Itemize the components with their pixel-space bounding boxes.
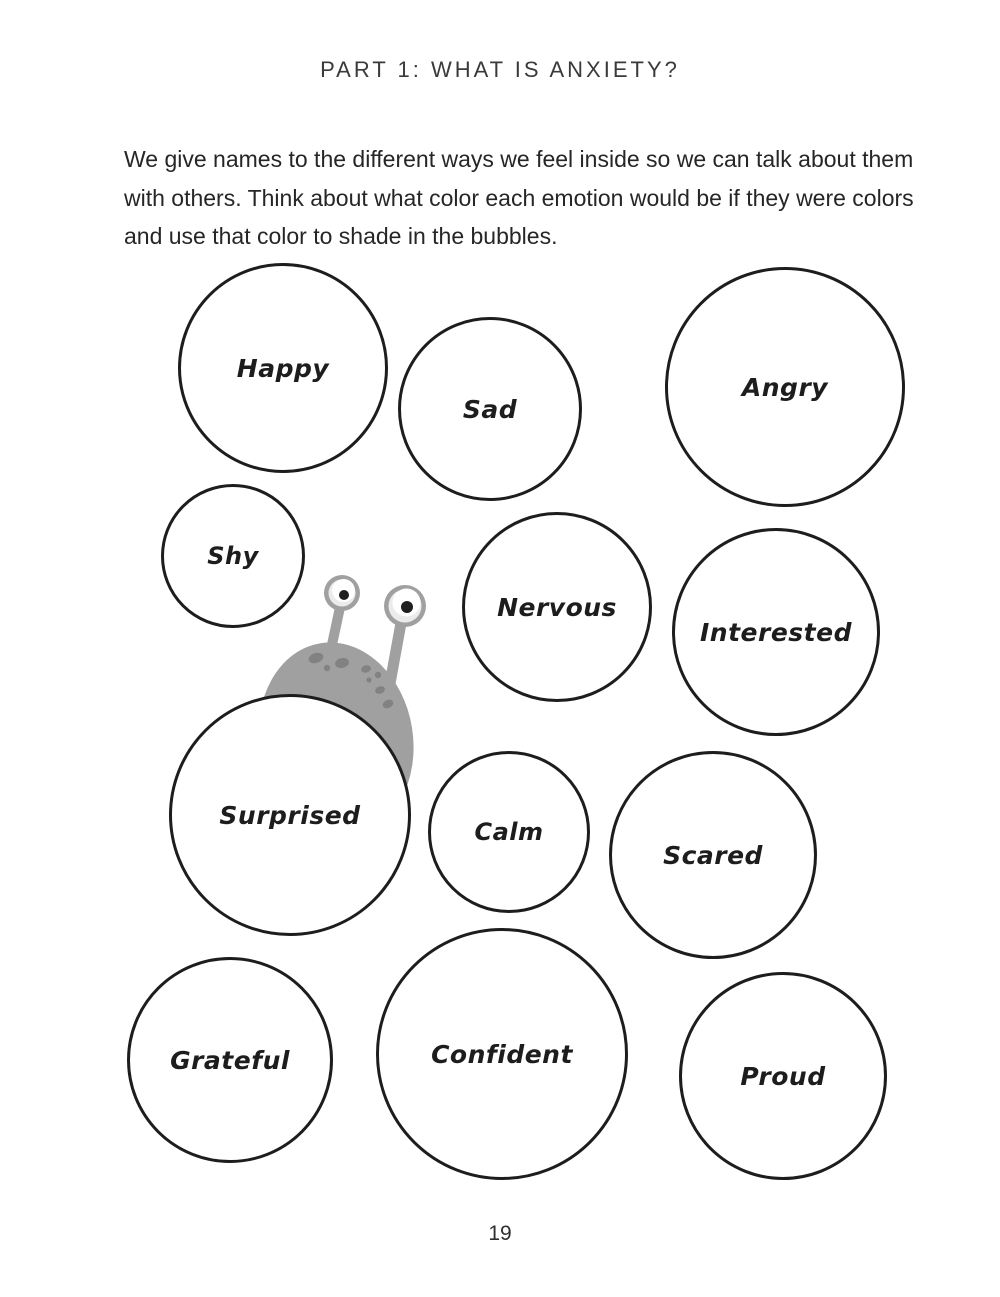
bubble-label: Confident [431, 1039, 573, 1069]
bubble-label: Surprised [219, 800, 361, 830]
page-title: PART 1: WHAT IS ANXIETY? [320, 57, 680, 82]
bubble-label: Interested [700, 617, 852, 647]
page-number: 19 [488, 1222, 512, 1245]
bubble-label: Angry [741, 372, 829, 402]
snail-left-eye [324, 575, 360, 611]
emotion-bubble-happy [178, 263, 388, 473]
bubble-label: Nervous [497, 592, 617, 622]
bubble-label: Sad [462, 394, 518, 424]
emotion-bubble-interested [672, 528, 880, 736]
emotion-bubble-sad [398, 317, 582, 501]
bubble-label: Happy [236, 353, 330, 383]
emotion-bubble-nervous [462, 512, 652, 702]
bubble-label: Scared [663, 840, 763, 870]
bubble-label: Grateful [170, 1045, 290, 1075]
bubble-label: Shy [207, 542, 259, 570]
emotion-bubble-scared [609, 751, 817, 959]
emotion-bubble-calm [428, 751, 590, 913]
bubble-label: Proud [740, 1061, 826, 1091]
emotion-bubble-surprised [169, 694, 411, 936]
emotion-bubble-grateful [127, 957, 333, 1163]
intro-paragraph: We give names to the different ways we feel inside so we can talk about them with others. Think about what color each emotion would be if they were colors and use that color to shade in the bubbles. [124, 146, 914, 249]
bubble-label: Calm [474, 818, 544, 846]
emotion-bubble-proud [679, 972, 887, 1180]
emotion-bubble-confident [376, 928, 628, 1180]
snail-right-eye [384, 585, 426, 627]
emotion-bubble-angry [665, 267, 905, 507]
emotion-bubble-shy [161, 484, 305, 628]
